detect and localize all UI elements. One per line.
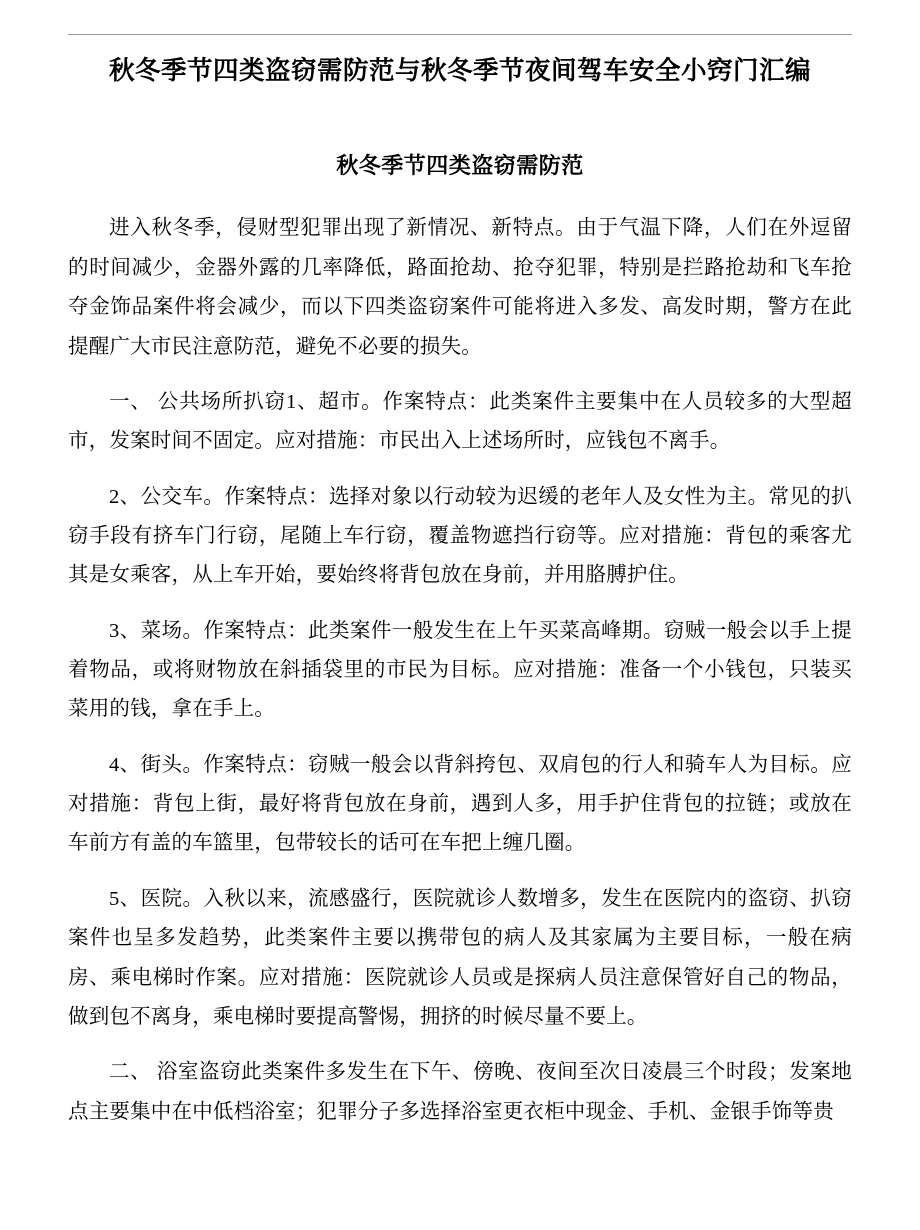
header-divider bbox=[68, 34, 852, 35]
paragraph: 一、 公共场所扒窃1、超市。作案特点：此类案件主要集中在人员较多的大型超市，发案时间不固定。应对措施：市民出入上述场所时，应钱包不离手。 bbox=[68, 390, 852, 453]
paragraph: 进入秋冬季，侵财型犯罪出现了新情况、新特点。由于气温下降，人们在外逗留的时间减少，金器外露的几率降低，路面抢劫、抢夺犯罪，特别是拦路抢劫和飞车抢夺金饰品案件将会减少，而以下四类盗窃案件可能将进入多发、高发时期，警方在此提醒广大市民注意防范，避免不必要的损失。 bbox=[68, 217, 852, 358]
paragraph: 4、街头。作案特点：窃贼一般会以背斜挎包、双肩包的行人和骑车人为目标。应对措施：背包上街，最好将背包放在身前，遇到人多，用手护住背包的拉链；或放在车前方有盖的车篮里，包带较长的话可在车把上缠几圈。 bbox=[68, 753, 852, 855]
page-title: 秋冬季节四类盗窃需防范与秋冬季节夜间驾车安全小窍门汇编 bbox=[108, 56, 811, 85]
paragraph: 二、 浴室盗窃此类案件多发生在下午、傍晚、夜间至次日凌晨三个时段；发案地点主要集中在中低档浴室；犯罪分子多选择浴室更衣柜中现金、手机、金银手饰等贵 bbox=[68, 1061, 852, 1123]
section-title: 秋冬季节四类盗窃需防范 bbox=[336, 153, 584, 179]
paragraph: 2、公交车。作案特点：选择对象以行动较为迟缓的老年人及女性为主。常见的扒窃手段有挤车门行窃，尾随上车行窃，覆盖物遮挡行窃等。应对措施：背包的乘客尤其是女乘客，从上车开始，要始终将背包放在身前，并用胳膊护住。 bbox=[68, 485, 852, 587]
paragraph: 3、菜场。作案特点：此类案件一般发生在上午买菜高峰期。窃贼一般会以手上提着物品，或将财物放在斜插袋里的市民为目标。应对措施：准备一个小钱包，只装买菜用的钱，拿在手上。 bbox=[68, 619, 852, 721]
paragraph: 5、医院。入秋以来，流感盛行，医院就诊人数增多，发生在医院内的盗窃、扒窃案件也呈多发趋势，此类案件主要以携带包的病人及其家属为主要目标，一般在病房、乘电梯时作案。应对措施：医院就诊人员或是探病人员注意保管好自己的物品，做到包不离身，乘电梯时要提高警惕，拥挤的时候尽量不要上。 bbox=[68, 887, 852, 1028]
document-content bbox=[68, 48, 852, 1132]
